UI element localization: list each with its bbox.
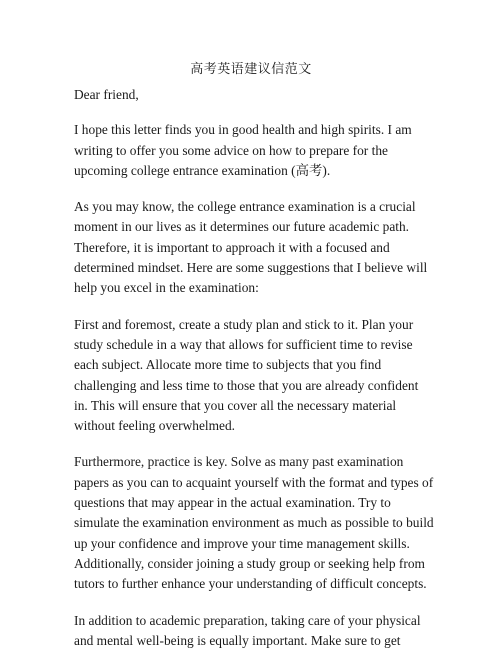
salutation: Dear friend, xyxy=(74,87,139,102)
letter-body xyxy=(74,85,434,667)
paragraph-well-being: In addition to academic preparation, taking care of your physical and mental well-being is equally important. Make sure to get xyxy=(74,612,421,648)
paragraph-importance: As you may know, the college entrance examination is a crucial moment in our lives as it determines our future academic path. Therefore, it is important to approach it with a focused and determined mindset. Here are some suggestions that I believe will help you excel in the examination: xyxy=(74,199,428,296)
paragraph-intro: I hope this letter finds you in good health and high spirits. I am writing to offer you some advice on how to prepare for the upcoming college entrance examination (高考). xyxy=(74,122,412,178)
paragraph-study-plan: First and foremost, create a study plan and stick to it. Plan your study schedule in a way that allows for sufficient time to revise each subject. Allocate more time to subjects that you find challenging and less time to those that you are already confident in. This will ensure that you cover all the necessary material without feeling overwhelmed. xyxy=(74,316,419,434)
document-title: 高考英语建议信范文 xyxy=(190,61,312,76)
paragraph-practice: Furthermore, practice is key. Solve as many past examination papers as you can to acquaint yourself with the format and types of questions that may appear in the actual examination. Try to simulate the examination environment as much as possible to build up your confidence and improve your time management skills. Additionally, consider joining a study group or seeking help from tutors to further enhance your understanding of difficult concepts. xyxy=(74,454,434,592)
